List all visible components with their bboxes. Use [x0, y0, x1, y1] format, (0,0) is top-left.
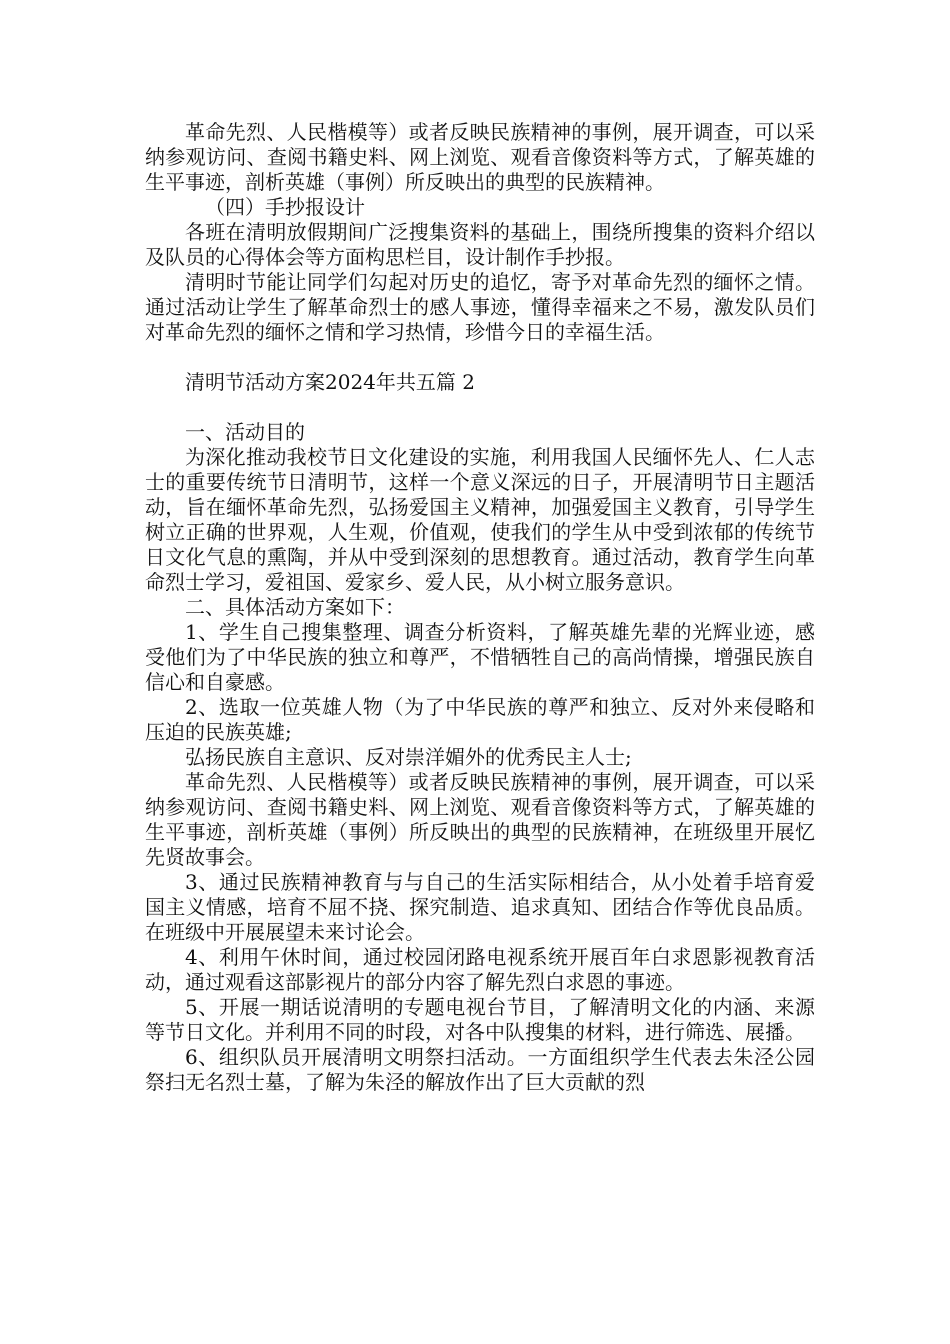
paragraph: 各班在清明放假期间广泛搜集资料的基础上，围绕所搜集的资料介绍以及队员的心得体会等方面构思栏目，设计制作手抄报。	[145, 220, 815, 269]
list-item: 1、学生自己搜集整理、调查分析资料，了解英雄先辈的光辉业迹，感受他们为了中华民族的独立和尊严，不惜牺牲自己的高尚情操，增强民族自信心和自豪感。	[145, 620, 815, 694]
document-page	[145, 120, 815, 1095]
paragraph: 为深化推动我校节日文化建设的实施，利用我国人民缅怀先人、仁人志士的重要传统节日清明节，这样一个意义深远的日子，开展清明节日主题活动，旨在缅怀革命先烈，弘扬爱国主义精神，加强爱国主义教育，引导学生树立正确的世界观，人生观，价值观，使我们的学生从中受到浓郁的传统节日文化气息的熏陶，并从中受到深刻的思想教育。通过活动，教育学生向革命烈士学习，爱祖国、爱家乡、爱人民，从小树立服务意识。	[145, 445, 815, 594]
list-item: 3、通过民族精神教育与与自己的生活实际相结合，从小处着手培育爱国主义情感，培育不屈不挠、探究制造、追求真知、团结合作等优良品质。在班级中开展展望未来讨论会。	[145, 870, 815, 944]
list-item: 5、开展一期话说清明的专题电视台节目，了解清明文化的内涵、来源等节日文化。并利用不同的时段，对各中队搜集的材料，进行筛选、展播。	[145, 995, 815, 1044]
spacer	[145, 395, 815, 420]
section-heading: 二、具体活动方案如下：	[185, 595, 405, 619]
section-heading: （四）手抄报设计	[205, 195, 365, 219]
list-item: 2、选取一位英雄人物（为了中华民族的尊严和独立、反对外来侵略和压迫的民族英雄;	[145, 695, 815, 744]
list-item: 4、利用午休时间，通过校园闭路电视系统开展百年白求恩影视教育活动，通过观看这部影视片的部分内容了解先烈白求恩的事迹。	[145, 945, 815, 994]
list-item: 弘扬民族自主意识、反对崇洋媚外的优秀民主人士;	[185, 745, 632, 769]
list-item: 6、组织队员开展清明文明祭扫活动。一方面组织学生代表去朱泾公园祭扫无名烈士墓，了解为朱泾的解放作出了巨大贡献的烈	[145, 1045, 815, 1094]
paragraph: 革命先烈、人民楷模等）或者反映民族精神的事例，展开调查，可以采纳参观访问、查阅书籍史料、网上浏览、观看音像资料等方式，了解英雄的生平事迹，剖析英雄（事例）所反映出的典型的民族精神。	[145, 120, 815, 194]
document-title: 清明节活动方案2024年共五篇 2	[185, 370, 475, 394]
section-heading: 一、活动目的	[185, 420, 305, 444]
paragraph: 清明时节能让同学们勾起对历史的追忆，寄予对革命先烈的缅怀之情。通过活动让学生了解革命烈士的感人事迹，懂得幸福来之不易，激发队员们对革命先烈的缅怀之情和学习热情，珍惜今日的幸福生活。	[145, 270, 815, 344]
list-item: 革命先烈、人民楷模等）或者反映民族精神的事例，展开调查，可以采纳参观访问、查阅书籍史料、网上浏览、观看音像资料等方式，了解英雄的生平事迹，剖析英雄（事例）所反映出的典型的民族精神，在班级里开展忆先贤故事会。	[145, 770, 815, 869]
spacer	[145, 345, 815, 370]
